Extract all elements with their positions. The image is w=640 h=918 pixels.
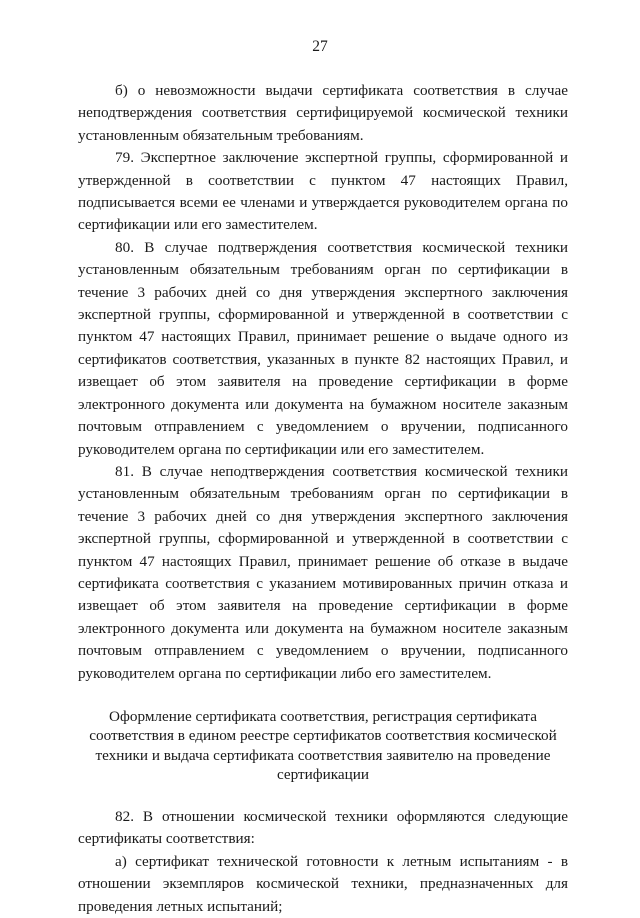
paragraph-82a: а) сертификат технической готовности к летным испытаниям - в отношении экземпляров космической техники, предназначенных для проведения летных испытаний;	[78, 852, 568, 915]
paragraph-80: 80. В случае подтверждения соответствия космической техники установленным обязательным требованиям орган по сертификации в течение 3 рабочих дней со дня утверждения экспертного заключения экспертной группы, сформированной и утвержденной в соответствии с пунктом 47 настоящих Правил, принимает решение о выдаче одного из сертификатов соответствия, указанных в пункте 82 настоящих Правил, и извещает об этом заявителя на проведение сертификации в форме электронного документа или документа на бумажном носителе заказным почтовым отправлением с уведомлением о вручении, подписанного руководителем органа по сертификации или его заместителем.	[78, 238, 568, 458]
page-number: 27	[312, 38, 328, 55]
paragraph-78b: б) о невозможности выдачи сертификата соответствия в случае неподтверждения соответствия сертифицируемой космической техники установленным обязательным требованиям.	[78, 82, 568, 144]
paragraph-81: 81. В случае неподтверждения соответствия космической техники установленным обязательным требованиям орган по сертификации в течение 3 рабочих дней со дня утверждения экспертного заключения экспертной группы, сформированной и утвержденной в соответствии с пунктом 47 настоящих Правил, принимает решение об отказе в выдаче сертификата соответствия с указанием мотивированных причин отказа и извещает об этом заявителя на проведение сертификации в форме электронного документа или документа на бумажном носителе заказным почтовым отправлением с уведомлением о вручении, подписанного руководителем органа по сертификации либо его заместителем.	[78, 462, 568, 682]
document-body	[78, 80, 568, 918]
paragraph-79: 79. Экспертное заключение экспертной группы, сформированной и утвержденной в соответствии с пунктом 47 настоящих Правил, подписывается всеми ее членами и утверждается руководителем органа по сертификации или его заместителем.	[78, 149, 568, 234]
section-heading: Оформление сертификата соответствия, регистрация сертификата соответствия в едином реестре сертификатов соответствия космической техники и выдача сертификата соответствия заявителю на проведение сертификации	[89, 707, 557, 784]
paragraph-82: 82. В отношении космической техники оформляются следующие сертификаты соответствия:	[78, 807, 568, 848]
